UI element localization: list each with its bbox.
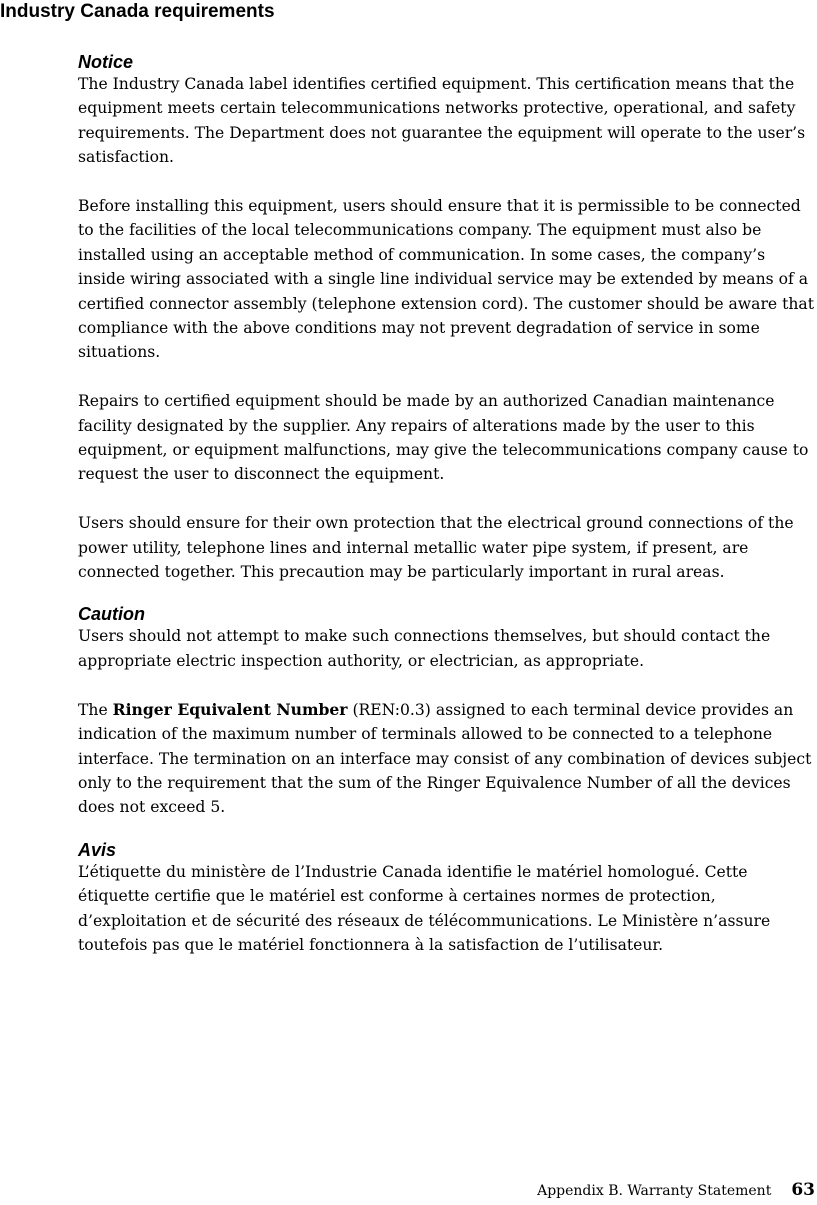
notice-heading: Notice [78,52,134,72]
caution-heading: Caution [78,604,145,625]
avis-heading: Avis [78,839,117,860]
page-footer [537,1180,815,1200]
notice-paragraph-2: Before installing this equipment, users should ensure that it is permissible to be connected to the facilities of the local telecommunications company. The equipment must also be installed using an acceptable method of communication. In some cases, the company’s inside wiring associated with a single line individual service may be extended by means of a certified connector assembly (telephone extension cord). The customer should be aware that compliance with the above conditions may not prevent degradation of service in some situations. [78,197,814,362]
footer-label: Appendix B. Warranty Statement [537,1183,772,1199]
notice-paragraph-1: The Industry Canada label identifies certified equipment. This certification means that the equipment meets certain telecommunications networks protective, operational, and safety requirements. The Department does not guarantee the equipment will operate to the user’s satisfaction. [78,75,806,167]
avis-paragraph: L’étiquette du ministère de l’Industrie Canada identifie le matériel homologué. Cette étiquette certifie que le matériel est conforme à certaines normes de protection, d’exploitation et de sécurité des réseaux de télécommunications. Le Ministère n’assure toutefois pas que le matériel fonctionnera à la satisfaction de l’utilisateur. [78,862,771,954]
ren-paragraph [78,698,815,820]
notice-paragraph-4: Users should ensure for their own protection that the electrical ground connections of the power utility, telephone lines and internal metallic water pipe system, if present, are connected together. This precaution may be particularly important in rural areas. [78,514,794,582]
ren-term: Ringer Equivalent Number [112,699,348,719]
caution-paragraph: Users should not attempt to make such connections themselves, but should contact the appropriate electric inspection authority, or electrician, as appropriate. [78,627,771,670]
ren-rest: (REN:0.3) assigned to each terminal device provides an indication of the maximum number of terminals allowed to be connected to a telephone interface. The termination on an interface may consist of any combination of devices subject only to the requirement that the sum of the Ringer Equivalence Number of all the devices does not exceed 5. [78,700,812,817]
document-body [78,52,815,957]
notice-paragraph-3: Repairs to certified equipment should be made by an authorized Canadian maintenance facility designated by the supplier. Any repairs of alterations made by the user to this equipment, or equipment malfunctions, may give the telecommunications company cause to request the user to disconnect the equipment. [78,392,809,484]
ren-prefix: The [78,700,113,719]
page-number: 63 [791,1180,815,1200]
page-title: Industry Canada requirements [0,1,275,22]
